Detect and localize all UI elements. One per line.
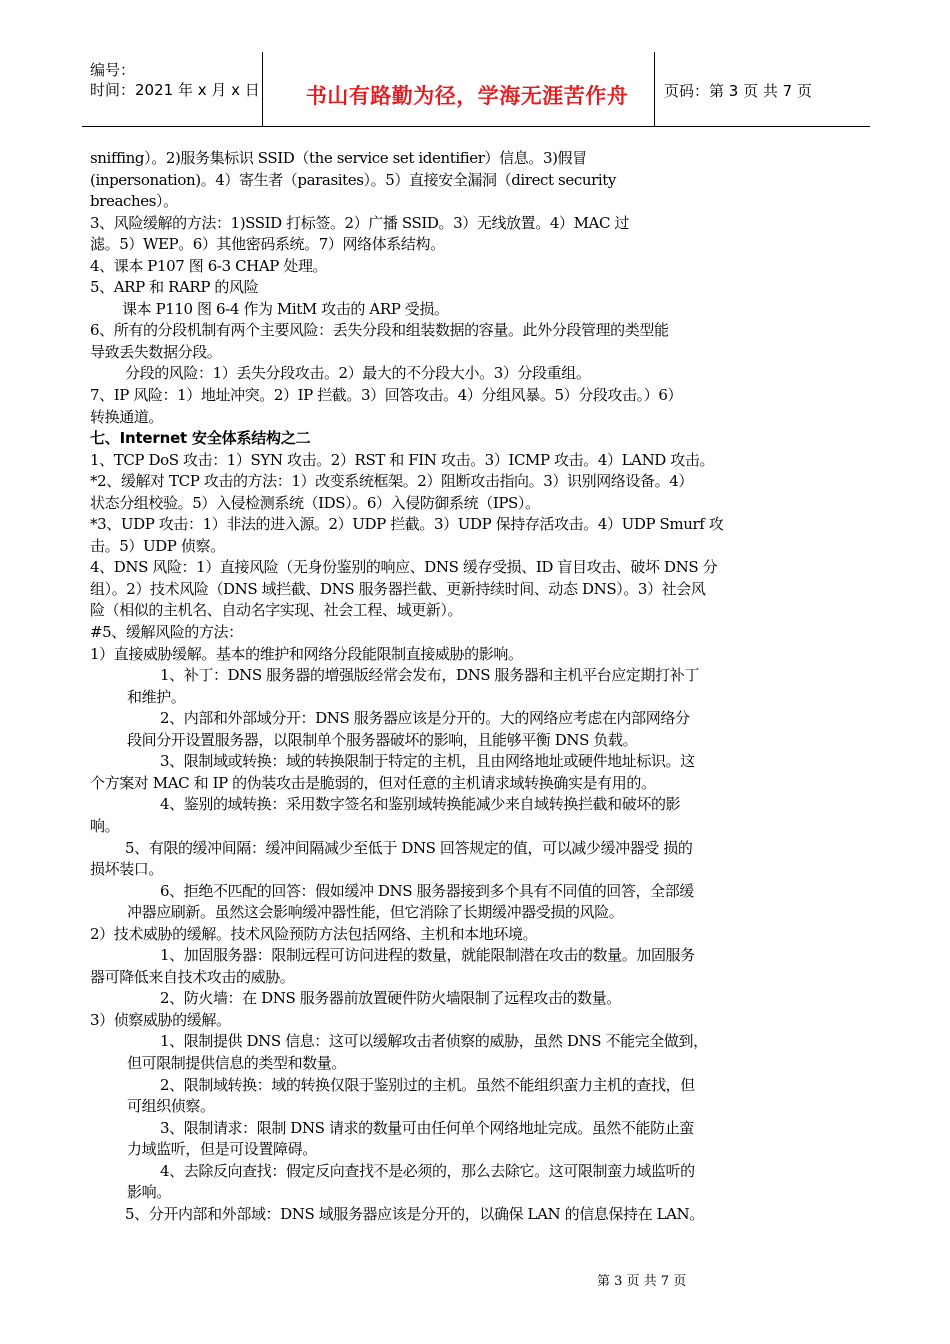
- text-line: *3、UDP 攻击：1）非法的进入源。2）UDP 拦截。3）UDP 保持存活攻击。4）UDP Smurf 攻: [90, 515, 724, 534]
- text-line: 冲器应刷新。虽然这会影响缓冲器性能，但它消除了长期缓冲器受损的风险。: [127, 903, 624, 922]
- text-line: 2、内部和外部域分开：DNS 服务器应该是分开的。大的网络应考虑在内部网络分: [160, 709, 690, 728]
- text-line: 但可限制提供信息的类型和数量。: [127, 1053, 347, 1072]
- text-line: 2）技术威胁的缓解。技术风险预防方法包括网络、主机和本地环境。: [90, 924, 538, 943]
- text-line: 转换通道。: [90, 407, 164, 426]
- text-line: 5、分开内部和外部域：DNS 域服务器应该是分开的，以确保 LAN 的信息保持在 LAN。: [125, 1204, 704, 1223]
- text-line: 4、DNS 风险：1）直接风险（无身份鉴别的响应、DNS 缓存受损、ID 盲目攻击、破坏 DNS 分: [90, 558, 718, 577]
- text-line: 力域监听，但是可设置障碍。: [127, 1140, 317, 1159]
- text-line: 1）直接威胁缓解。基本的维护和网络分段能限制直接威胁的影响。: [90, 644, 523, 663]
- text-line: 损坏装口。: [90, 860, 164, 879]
- document-body: [90, 148, 870, 1225]
- text-line: 击。5）UDP 侦察。: [90, 536, 225, 555]
- text-line: 3、限制域或转换：域的转换限制于特定的主机，且由网络地址或硬件地址标识。这: [160, 752, 695, 771]
- text-line: 6、所有的分段机制有两个主要风险：丢失分段和组装数据的容量。此外分段管理的类型能: [90, 321, 669, 340]
- text-line: 1、补丁：DNS 服务器的增强版经常会发布，DNS 服务器和主机平台应定期打补丁: [160, 666, 699, 685]
- text-line: 分段的风险：1）丢失分段攻击。2）最大的不分段大小。3）分段重组。: [125, 364, 591, 383]
- section-heading: 七、Internet 安全体系结构之二: [90, 429, 311, 448]
- text-line: 响。: [90, 816, 120, 835]
- text-line: 状态分组校验。5）入侵检测系统（IDS）。6）入侵防御系统（IPS）。: [90, 493, 540, 512]
- text-line: 段间分开设置服务器，以限制单个服务器破坏的影响，且能够平衡 DNS 负载。: [127, 730, 638, 749]
- header-divider: [262, 52, 263, 126]
- text-line: 4、去除反向查找：假定反向查找不是必须的，那么去除它。这可限制蛮力域监听的: [160, 1161, 695, 1180]
- text-line: 3）侦察威胁的缓解。: [90, 1010, 231, 1029]
- text-line: 3、风险缓解的方法：1)SSID 打标签。2）广播 SSID。3）无线放置。4）MAC 过: [90, 213, 630, 232]
- text-line: 影响。: [127, 1183, 171, 1202]
- text-line: 和维护。: [127, 687, 186, 706]
- text-line: 组）。2）技术风险（DNS 域拦截、DNS 服务器拦截、更新持续时间、动态 DNS）。3）社会风: [90, 579, 706, 598]
- text-line: 可组织侦察。: [127, 1097, 215, 1116]
- text-line: 4、鉴别的域转换：采用数字签名和鉴别域转换能减少来自域转换拦截和破坏的影: [160, 795, 681, 814]
- serial-number-label: 编号：: [90, 61, 136, 79]
- text-line: 5、有限的缓冲间隔：缓冲间隔减少至低于 DNS 回答规定的值，可以减少缓冲器受 损的: [125, 838, 693, 857]
- text-line: 4、课本 P107 图 6-3 CHAP 处理。: [90, 256, 328, 275]
- text-line: sniffing）。2)服务集标识 SSID（the service set identifier）信息。3)假冒: [90, 149, 587, 167]
- text-line: *2、缓解对 TCP 攻击的方法：1）改变系统框架。2）阻断攻击指向。3）识别网络设备。4）: [90, 472, 693, 491]
- header-divider: [654, 52, 655, 126]
- page-header: [82, 52, 870, 127]
- text-line: 个方案对 MAC 和 IP 的伪装攻击是脆弱的，但对任意的主机请求域转换确实是有用的。: [90, 773, 656, 792]
- header-meta: [90, 60, 265, 100]
- date-label: 时间：2021 年 x 月 x 日: [90, 81, 260, 99]
- header-page-info: 页码：第 3 页 共 7 页: [664, 82, 812, 100]
- text-line: 5、ARP 和 RARP 的风险: [90, 278, 259, 297]
- text-line: (inpersonation)。4）寄生者（parasites）。5）直接安全漏洞（direct security: [90, 170, 616, 189]
- text-line: 3、限制请求：限制 DNS 请求的数量可由任何单个网络地址完成。虽然不能防止蛮: [160, 1118, 694, 1137]
- text-line: 6、拒绝不匹配的回答：假如缓冲 DNS 服务器接到多个具有不同值的回答，全部缓: [160, 881, 694, 900]
- text-line: 导致丢失数据分段。: [90, 342, 222, 361]
- text-line: 7、IP 风险：1）地址冲突。2）IP 拦截。3）回答攻击。4）分组风暴。5）分段攻击。）6）: [90, 386, 683, 405]
- text-line: 2、限制域转换：域的转换仅限于鉴别过的主机。虽然不能组织蛮力主机的查找，但: [160, 1075, 695, 1094]
- text-line: breaches）。: [90, 192, 178, 211]
- text-line: 器可降低来自技术攻击的威胁。: [90, 967, 295, 986]
- text-line: 险（相似的主机名、自动名字实现、社会工程、域更新）。: [90, 601, 463, 620]
- text-line: 1、加固服务器：限制远程可访问进程的数量，就能限制潜在攻击的数量。加固服务: [160, 946, 695, 965]
- text-line: 滤。5）WEP。6）其他密码系统。7）网络体系结构。: [90, 235, 445, 254]
- text-line: 1、限制提供 DNS 信息：这可以缓解攻击者侦察的威胁，虽然 DNS 不能完全做到，: [160, 1032, 708, 1051]
- header-motto: 书山有路勤为径，学海无涯苦作舟: [305, 84, 629, 108]
- text-line: #5、缓解风险的方法：: [90, 623, 243, 642]
- footer-page-number: 第 3 页 共 7 页: [597, 1274, 687, 1289]
- text-line: 2、防火墙：在 DNS 服务器前放置硬件防火墙限制了远程攻击的数量。: [160, 989, 621, 1008]
- text-line: 课本 P110 图 6-4 作为 MitM 攻击的 ARP 受损。: [122, 299, 449, 318]
- text-line: 1、TCP DoS 攻击：1）SYN 攻击。2）RST 和 FIN 攻击。3）ICMP 攻击。4）LAND 攻击。: [90, 450, 715, 469]
